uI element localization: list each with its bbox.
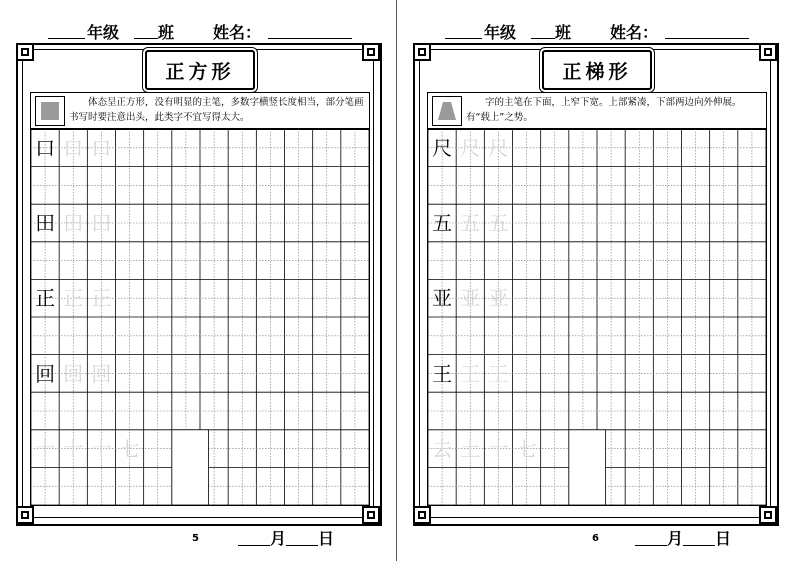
- trace-character: 口: [91, 136, 112, 160]
- writing-practice-grid[interactable]: [427, 128, 767, 506]
- trace-character: 田: [63, 211, 84, 236]
- month-blank[interactable]: [635, 545, 667, 546]
- trace-character: 五: [460, 211, 481, 236]
- lesson-description: 字的主笔在下面，上窄下宽。上部紧凑，下部两边向外伸展。有“载上”之势。: [466, 97, 742, 123]
- model-character: 田: [35, 211, 56, 236]
- lesson-title: 正梯形: [542, 50, 652, 90]
- name-blank[interactable]: [268, 38, 352, 39]
- trace-character: 十: [63, 436, 84, 461]
- corner-ornament-icon: [16, 506, 34, 524]
- worksheet-page-left: [0, 0, 396, 561]
- day-label: 日: [715, 529, 732, 548]
- corner-ornament-icon: [759, 506, 777, 524]
- lesson-description-box: [427, 92, 767, 130]
- trace-character: 正: [63, 286, 84, 311]
- model-character: 五: [432, 211, 453, 236]
- grade-label: 年级: [484, 23, 517, 42]
- lesson-title: 正方形: [145, 50, 255, 90]
- month-label: 月: [667, 529, 684, 548]
- worksheet-page-right: [397, 0, 793, 561]
- trace-character: 土: [460, 436, 481, 461]
- corner-ornament-icon: [413, 506, 431, 524]
- lesson-description-box: [30, 92, 370, 130]
- trace-character: 田: [91, 211, 112, 236]
- square-shape-icon: [35, 96, 65, 126]
- class-label: 班: [158, 23, 175, 42]
- model-character: 王: [432, 361, 453, 386]
- trace-character: 七: [516, 436, 537, 461]
- name-label: 姓名：: [610, 23, 659, 42]
- page-number: 5: [192, 533, 199, 544]
- date-field: [238, 526, 334, 549]
- page-number: 6: [592, 533, 599, 544]
- corner-ornament-icon: [413, 43, 431, 61]
- class-blank[interactable]: [134, 38, 158, 39]
- trace-character: 亚: [488, 286, 509, 311]
- day-label: 日: [318, 529, 335, 548]
- trace-character: 去: [432, 436, 453, 461]
- class-label: 班: [555, 23, 572, 42]
- trace-character: 口: [63, 136, 84, 160]
- corner-ornament-icon: [362, 43, 380, 61]
- trace-character: 王: [488, 361, 509, 386]
- trapezoid-shape-icon: [432, 96, 462, 126]
- day-blank[interactable]: [683, 545, 715, 546]
- trace-character: 十: [488, 436, 509, 461]
- grade-blank[interactable]: [48, 38, 85, 39]
- model-character: 口: [35, 136, 56, 160]
- trace-character: 十: [35, 436, 56, 461]
- trace-character: 尺: [488, 136, 509, 160]
- model-character: 尺: [432, 136, 453, 160]
- day-blank[interactable]: [286, 545, 318, 546]
- trace-character: 王: [460, 361, 481, 386]
- trace-character: 正: [91, 286, 112, 311]
- model-character: 正: [35, 286, 56, 311]
- blank-cell: [569, 430, 606, 505]
- corner-ornament-icon: [362, 506, 380, 524]
- writing-practice-grid[interactable]: [30, 128, 370, 506]
- model-character: 亚: [432, 286, 453, 311]
- class-blank[interactable]: [531, 38, 555, 39]
- trace-character: 回: [63, 361, 84, 386]
- blank-cell: [172, 430, 209, 505]
- name-label: 姓名：: [213, 23, 262, 42]
- trace-character: 尺: [460, 136, 481, 160]
- date-field: [635, 526, 731, 549]
- trace-character: 七: [119, 436, 140, 461]
- lesson-description: 体态呈正方形，没有明显的主笔，多数字横竖长度相当，部分笔画书写时要注意出头，此类字不宜写得太大。: [69, 97, 364, 123]
- trace-character: 回: [91, 361, 112, 386]
- model-character: 回: [35, 361, 56, 386]
- corner-ornament-icon: [759, 43, 777, 61]
- trace-character: 五: [488, 211, 509, 236]
- grade-label: 年级: [87, 23, 120, 42]
- trace-character: 十: [91, 436, 112, 461]
- corner-ornament-icon: [16, 43, 34, 61]
- grade-blank[interactable]: [445, 38, 482, 39]
- name-blank[interactable]: [665, 38, 749, 39]
- trace-character: 亚: [460, 286, 481, 311]
- month-blank[interactable]: [238, 545, 270, 546]
- month-label: 月: [270, 529, 287, 548]
